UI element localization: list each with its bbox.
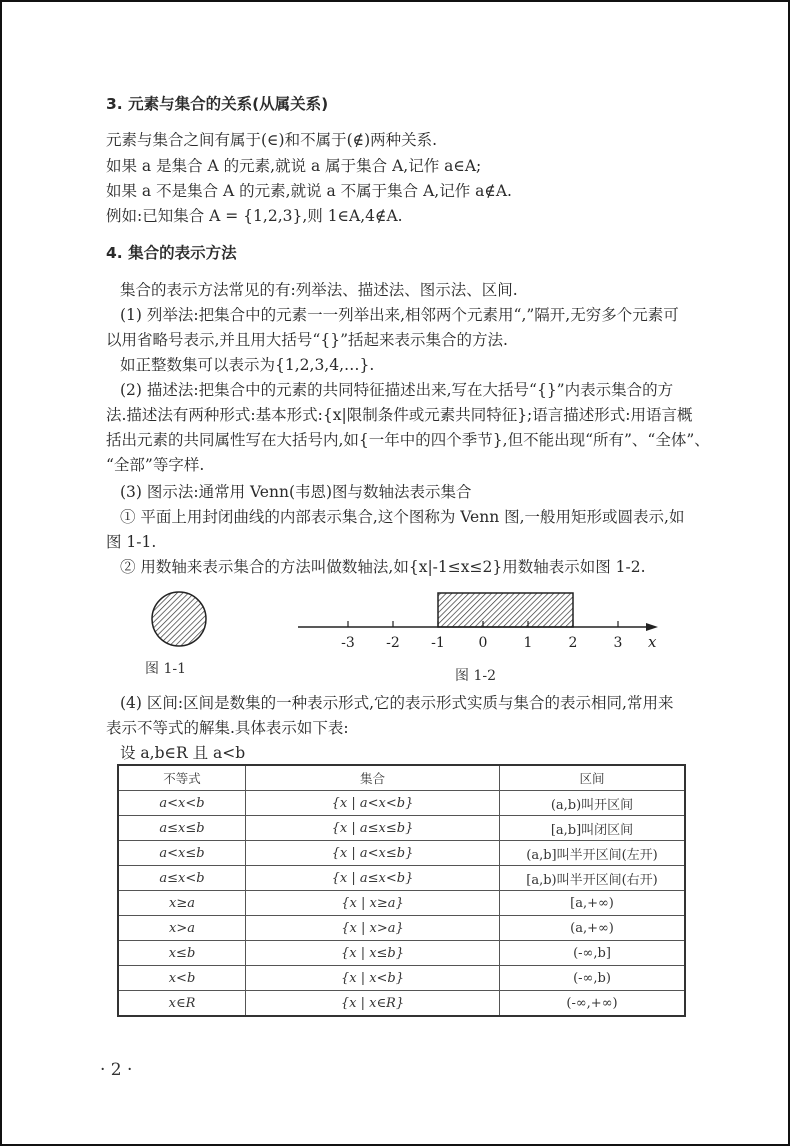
- section4-line: 以用省略号表示,并且用大括号“{}”括起来表示集合的方法.: [106, 331, 508, 349]
- table-row: [118, 841, 685, 866]
- section4-line: 如正整数集可以表示为{1,2,3,4,…}.: [120, 356, 375, 374]
- section3-heading: 3. 元素与集合的关系(从属关系): [106, 95, 329, 113]
- table-row: [118, 791, 685, 816]
- tick-label: 0: [478, 635, 488, 650]
- section4-line: 集合的表示方法常见的有:列举法、描述法、图示法、区间.: [120, 281, 518, 299]
- cell-set: {x | x∈R}: [246, 991, 500, 1017]
- table-row: [118, 866, 685, 891]
- cell-interval: (-∞,b): [500, 966, 686, 991]
- cell-interval: [a,+∞): [500, 891, 686, 916]
- cell-set: {x | a<x≤b}: [246, 841, 500, 866]
- section4-line: ② 用数轴来表示集合的方法叫做数轴法,如{x|-1≤x≤2}用数轴表示如图 1-2.: [120, 558, 646, 576]
- section4-line: (1) 列举法:把集合中的元素一一列举出来,相邻两个元素用“,”隔开,无穷多个元素可: [120, 306, 679, 324]
- interval-table: [117, 764, 686, 1017]
- tick-label: 1: [523, 635, 533, 650]
- section3-line: 元素与集合之间有属于(∈)和不属于(∉)两种关系.: [106, 131, 438, 149]
- section4-heading: 4. 集合的表示方法: [106, 244, 237, 262]
- venn-circle-figure: [145, 585, 215, 655]
- shaded-interval: [438, 593, 573, 627]
- figure-1-2-caption: 图 1-2: [455, 668, 496, 684]
- section4-line: (4) 区间:区间是数集的一种表示形式,它的表示形式实质与集合的表示相同,常用来: [120, 694, 674, 712]
- table-row: [118, 891, 685, 916]
- axis-label: x: [648, 633, 657, 650]
- section4-line: 图 1-1.: [106, 533, 157, 551]
- venn-circle: [152, 592, 206, 646]
- cell-set: {x | x>a}: [246, 916, 500, 941]
- cell-inequality: x>a: [118, 916, 246, 941]
- section3-line: 如果 a 不是集合 A 的元素,就说 a 不属于集合 A,记作 a∉A.: [106, 182, 512, 200]
- section4-line: ① 平面上用封闭曲线的内部表示集合,这个图称为 Venn 图,一般用矩形或圆表示,如: [120, 508, 685, 526]
- cell-interval: [a,b)叫半开区间(右开): [500, 866, 686, 891]
- cell-interval: (-∞,+∞): [500, 991, 686, 1017]
- cell-inequality: x≤b: [118, 941, 246, 966]
- cell-inequality: a≤x<b: [118, 866, 246, 891]
- figure-1-1-caption: 图 1-1: [145, 661, 186, 677]
- tick-label: 3: [613, 635, 623, 650]
- cell-inequality: a≤x≤b: [118, 816, 246, 841]
- table-row: [118, 966, 685, 991]
- section4-line: 括出元素的共同属性写在大括号内,如{一年中的四个季节},但不能出现“所有”、“全体”、: [106, 431, 710, 449]
- cell-set: {x | x<b}: [246, 966, 500, 991]
- number-line-figure: [290, 585, 670, 650]
- axis-arrow: [646, 623, 658, 631]
- table-row: [118, 816, 685, 841]
- cell-set: {x | a<x<b}: [246, 791, 500, 816]
- section3-line: 例如:已知集合 A = {1,2,3},则 1∈A,4∉A.: [106, 207, 403, 225]
- cell-interval: (-∞,b]: [500, 941, 686, 966]
- cell-interval: (a,b]叫半开区间(左开): [500, 841, 686, 866]
- tick-label: 2: [568, 635, 578, 650]
- table-header-row: [118, 765, 685, 791]
- cell-inequality: x≥a: [118, 891, 246, 916]
- header-interval: 区间: [500, 765, 686, 791]
- cell-set: {x | x≥a}: [246, 891, 500, 916]
- tick-label: -1: [431, 635, 445, 650]
- table-row: [118, 916, 685, 941]
- cell-set: {x | x≤b}: [246, 941, 500, 966]
- cell-set: {x | a≤x<b}: [246, 866, 500, 891]
- cell-inequality: x<b: [118, 966, 246, 991]
- cell-interval: [a,b]叫闭区间: [500, 816, 686, 841]
- page-number: · 2 ·: [100, 1060, 133, 1080]
- section3-line: 如果 a 是集合 A 的元素,就说 a 属于集合 A,记作 a∈A;: [106, 157, 482, 175]
- section4-line: 法.描述法有两种形式:基本形式:{x|限制条件或元素共同特征};语言描述形式:用语言概: [106, 406, 693, 424]
- cell-interval: (a,+∞): [500, 916, 686, 941]
- cell-inequality: a<x≤b: [118, 841, 246, 866]
- table-row: [118, 941, 685, 966]
- section4-line: “全部”等字样.: [106, 456, 205, 474]
- header-set: 集合: [246, 765, 500, 791]
- cell-inequality: x∈R: [118, 991, 246, 1017]
- section4-line: (3) 图示法:通常用 Venn(韦恩)图与数轴法表示集合: [120, 483, 472, 501]
- tick-label: -2: [386, 635, 400, 650]
- header-inequality: 不等式: [118, 765, 246, 791]
- section4-line: (2) 描述法:把集合中的元素的共同特征描述出来,写在大括号“{}”内表示集合的方: [120, 381, 674, 399]
- cell-interval: (a,b)叫开区间: [500, 791, 686, 816]
- section4-line: 表示不等式的解集.具体表示如下表:: [106, 719, 349, 737]
- table-row: [118, 991, 685, 1017]
- cell-inequality: a<x<b: [118, 791, 246, 816]
- cell-set: {x | a≤x≤b}: [246, 816, 500, 841]
- section4-line: 设 a,b∈R 且 a<b: [120, 744, 246, 762]
- tick-label: -3: [341, 635, 355, 650]
